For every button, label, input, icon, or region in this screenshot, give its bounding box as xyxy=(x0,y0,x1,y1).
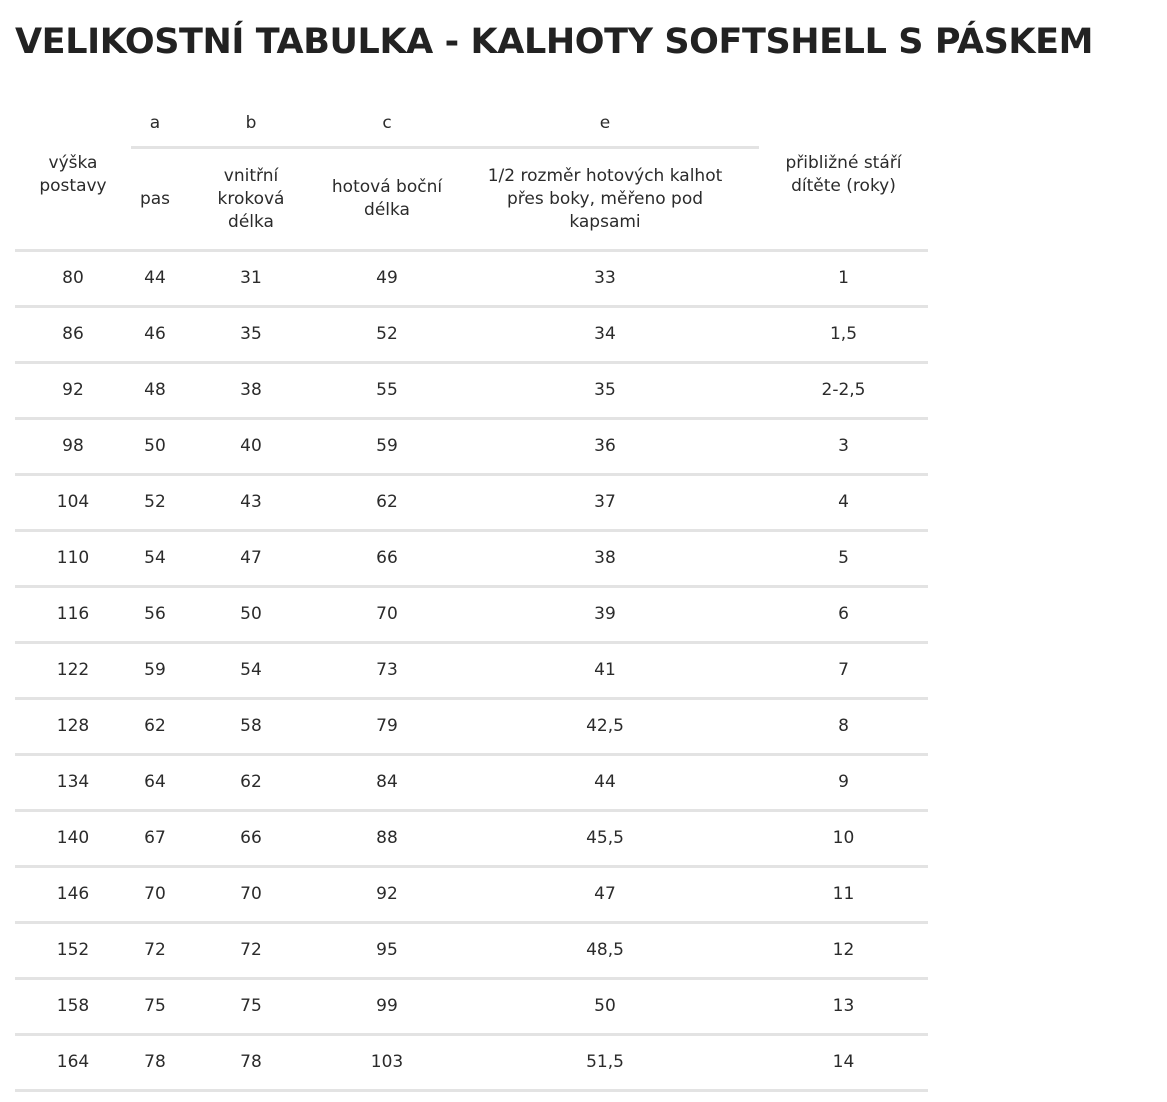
table-row xyxy=(15,251,928,307)
table-row xyxy=(15,923,928,979)
cell-height: 128 xyxy=(15,699,131,755)
cell-age: 13 xyxy=(759,979,928,1035)
header-letter-b: b xyxy=(179,100,323,148)
cell-side-length: 52 xyxy=(323,307,451,363)
table-row xyxy=(15,699,928,755)
cell-inseam: 43 xyxy=(179,475,323,531)
cell-hip-half: 37 xyxy=(451,475,759,531)
cell-side-length: 49 xyxy=(323,251,451,307)
header-letter-e: e xyxy=(451,100,759,148)
cell-inseam: 78 xyxy=(179,1035,323,1091)
cell-age: 11 xyxy=(759,867,928,923)
size-table-body xyxy=(15,251,928,1091)
cell-waist: 44 xyxy=(131,251,179,307)
cell-waist: 64 xyxy=(131,755,179,811)
header-letter-a: a xyxy=(131,100,179,148)
table-row xyxy=(15,643,928,699)
cell-side-length: 84 xyxy=(323,755,451,811)
header-letter-c: c xyxy=(323,100,451,148)
cell-age: 8 xyxy=(759,699,928,755)
cell-waist: 52 xyxy=(131,475,179,531)
cell-waist: 56 xyxy=(131,587,179,643)
cell-height: 92 xyxy=(15,363,131,419)
header-letters-row xyxy=(15,100,928,148)
header-hip-half-label: 1/2 rozměr hotových kalhot přes boky, měřeno pod kapsami xyxy=(487,165,723,232)
cell-side-length: 88 xyxy=(323,811,451,867)
cell-inseam: 72 xyxy=(179,923,323,979)
cell-hip-half: 47 xyxy=(451,867,759,923)
table-row xyxy=(15,1035,928,1091)
cell-inseam: 75 xyxy=(179,979,323,1035)
cell-side-length: 99 xyxy=(323,979,451,1035)
cell-waist: 78 xyxy=(131,1035,179,1091)
table-row xyxy=(15,979,928,1035)
cell-hip-half: 35 xyxy=(451,363,759,419)
header-age-label: přibližné stáří dítěte (roky) xyxy=(785,152,902,196)
cell-age: 2-2,5 xyxy=(759,363,928,419)
cell-height: 122 xyxy=(15,643,131,699)
table-row xyxy=(15,811,928,867)
header-inseam xyxy=(179,148,323,251)
cell-age: 12 xyxy=(759,923,928,979)
table-row xyxy=(15,867,928,923)
header-height-label: výška postavy xyxy=(39,152,107,196)
cell-side-length: 73 xyxy=(323,643,451,699)
table-row xyxy=(15,587,928,643)
cell-hip-half: 34 xyxy=(451,307,759,363)
cell-inseam: 66 xyxy=(179,811,323,867)
cell-inseam: 40 xyxy=(179,419,323,475)
cell-age: 3 xyxy=(759,419,928,475)
header-side-length-label: hotová boční délka xyxy=(331,177,443,220)
cell-waist: 67 xyxy=(131,811,179,867)
cell-waist: 48 xyxy=(131,363,179,419)
cell-hip-half: 36 xyxy=(451,419,759,475)
cell-age: 9 xyxy=(759,755,928,811)
cell-height: 80 xyxy=(15,251,131,307)
cell-hip-half: 41 xyxy=(451,643,759,699)
cell-side-length: 55 xyxy=(323,363,451,419)
cell-hip-half: 48,5 xyxy=(451,923,759,979)
page-title: VELIKOSTNÍ TABULKA - KALHOTY SOFTSHELL S PÁSKEM xyxy=(15,22,1094,62)
cell-height: 104 xyxy=(15,475,131,531)
header-side-length xyxy=(323,148,451,251)
cell-hip-half: 39 xyxy=(451,587,759,643)
cell-side-length: 70 xyxy=(323,587,451,643)
cell-inseam: 70 xyxy=(179,867,323,923)
cell-hip-half: 33 xyxy=(451,251,759,307)
cell-inseam: 38 xyxy=(179,363,323,419)
cell-age: 1 xyxy=(759,251,928,307)
cell-height: 140 xyxy=(15,811,131,867)
header-inseam-label: vnitřní kroková délka xyxy=(217,165,285,232)
cell-height: 164 xyxy=(15,1035,131,1091)
cell-inseam: 47 xyxy=(179,531,323,587)
cell-side-length: 79 xyxy=(323,699,451,755)
cell-inseam: 58 xyxy=(179,699,323,755)
cell-hip-half: 50 xyxy=(451,979,759,1035)
cell-height: 86 xyxy=(15,307,131,363)
cell-age: 5 xyxy=(759,531,928,587)
cell-age: 10 xyxy=(759,811,928,867)
cell-waist: 62 xyxy=(131,699,179,755)
cell-hip-half: 44 xyxy=(451,755,759,811)
header-hip-half xyxy=(451,148,759,251)
cell-hip-half: 51,5 xyxy=(451,1035,759,1091)
table-row xyxy=(15,755,928,811)
table-row xyxy=(15,475,928,531)
cell-side-length: 92 xyxy=(323,867,451,923)
cell-height: 158 xyxy=(15,979,131,1035)
cell-age: 14 xyxy=(759,1035,928,1091)
cell-age: 4 xyxy=(759,475,928,531)
cell-side-length: 62 xyxy=(323,475,451,531)
cell-hip-half: 45,5 xyxy=(451,811,759,867)
cell-waist: 54 xyxy=(131,531,179,587)
cell-age: 7 xyxy=(759,643,928,699)
cell-hip-half: 42,5 xyxy=(451,699,759,755)
header-waist: pas xyxy=(131,148,179,251)
cell-side-length: 66 xyxy=(323,531,451,587)
header-height xyxy=(15,100,131,251)
cell-inseam: 54 xyxy=(179,643,323,699)
cell-height: 152 xyxy=(15,923,131,979)
cell-height: 134 xyxy=(15,755,131,811)
cell-waist: 50 xyxy=(131,419,179,475)
cell-side-length: 103 xyxy=(323,1035,451,1091)
cell-side-length: 95 xyxy=(323,923,451,979)
cell-inseam: 62 xyxy=(179,755,323,811)
cell-height: 116 xyxy=(15,587,131,643)
cell-height: 110 xyxy=(15,531,131,587)
size-table xyxy=(15,100,928,1092)
cell-waist: 59 xyxy=(131,643,179,699)
cell-waist: 70 xyxy=(131,867,179,923)
cell-inseam: 35 xyxy=(179,307,323,363)
cell-side-length: 59 xyxy=(323,419,451,475)
cell-age: 1,5 xyxy=(759,307,928,363)
cell-hip-half: 38 xyxy=(451,531,759,587)
cell-height: 146 xyxy=(15,867,131,923)
table-row xyxy=(15,307,928,363)
cell-inseam: 31 xyxy=(179,251,323,307)
cell-age: 6 xyxy=(759,587,928,643)
table-row xyxy=(15,419,928,475)
cell-height: 98 xyxy=(15,419,131,475)
header-age xyxy=(759,100,928,251)
cell-waist: 72 xyxy=(131,923,179,979)
cell-waist: 75 xyxy=(131,979,179,1035)
table-row xyxy=(15,531,928,587)
table-row xyxy=(15,363,928,419)
cell-waist: 46 xyxy=(131,307,179,363)
cell-inseam: 50 xyxy=(179,587,323,643)
